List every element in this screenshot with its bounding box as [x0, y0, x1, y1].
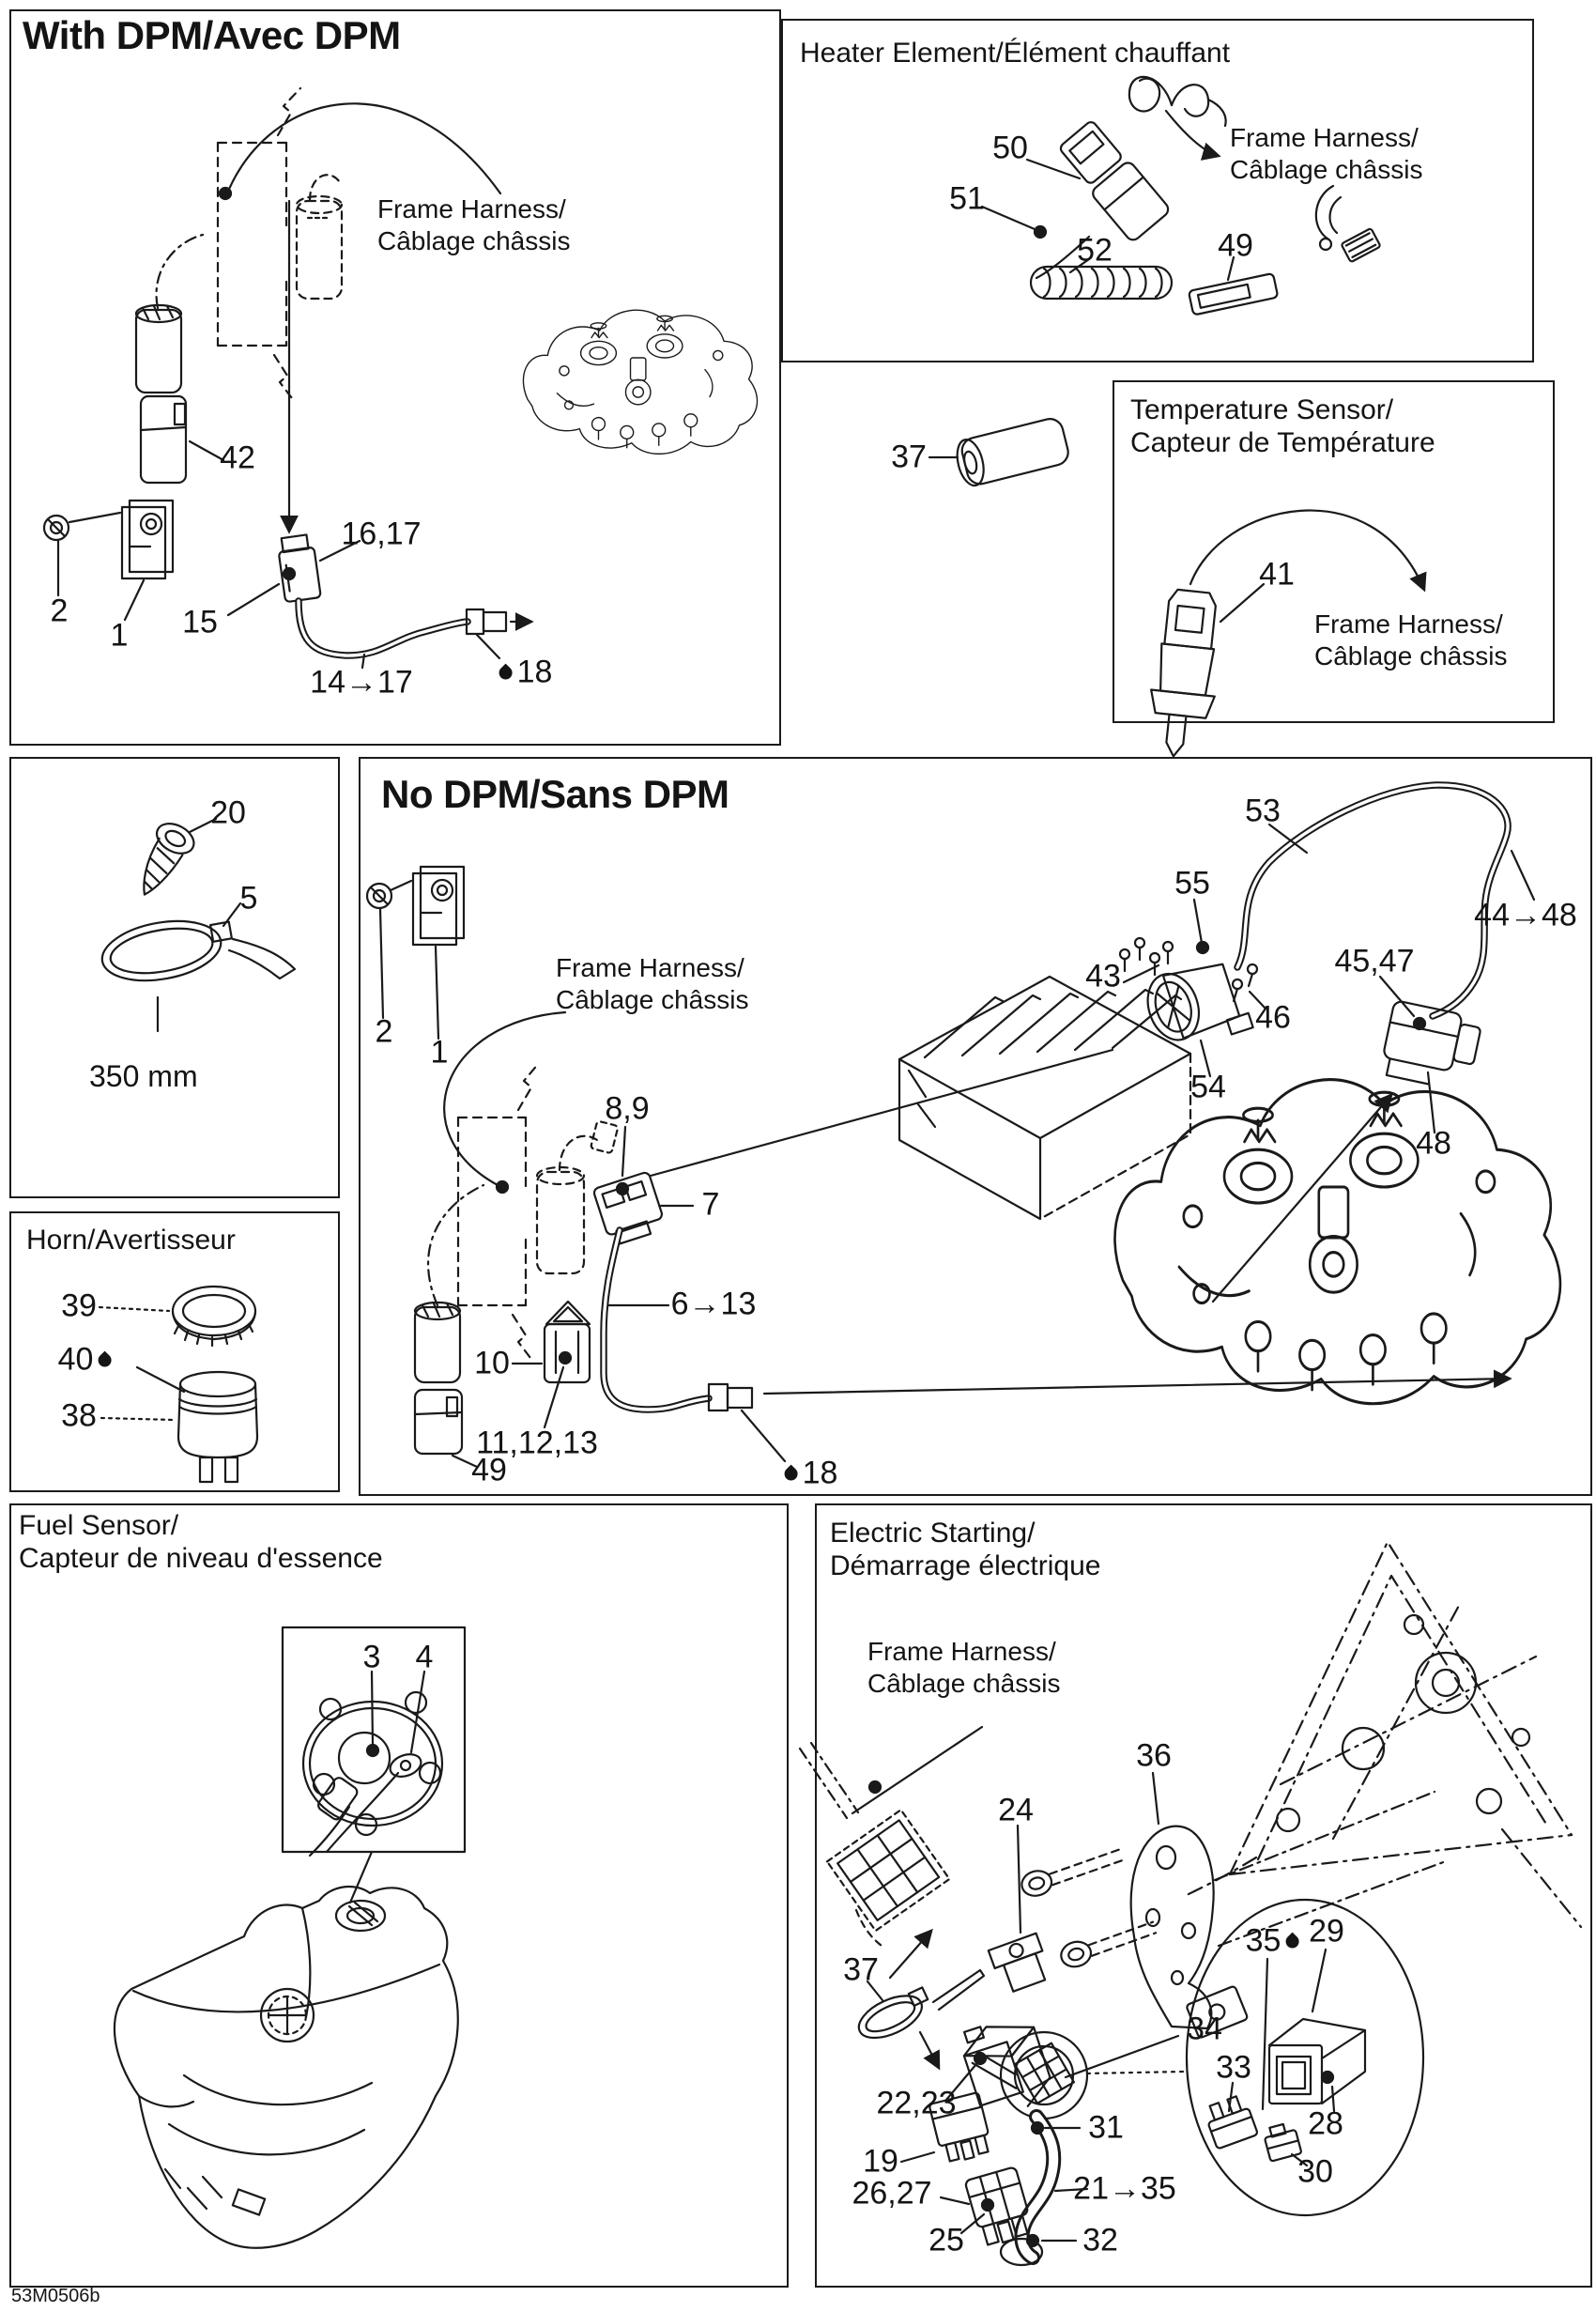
part-number-text: 37: [843, 1951, 879, 1988]
oil-droplet-icon: [96, 1350, 115, 1369]
part-number-text: 25: [928, 2222, 964, 2258]
part-label-e-40: [58, 1342, 112, 1379]
part-number-text: 39: [61, 1287, 97, 1324]
part-label-f-54: [1190, 1070, 1226, 1106]
part-number-text: 53: [1245, 793, 1281, 829]
part-number-text: 1: [430, 1034, 449, 1071]
heater-title: Heater Element/Élément chauffant: [800, 38, 1231, 69]
part-number-text: 43: [1085, 958, 1121, 994]
part-number-text: 35: [1245, 1922, 1281, 1959]
no-dpm-title: No DPM/Sans DPM: [381, 772, 729, 816]
frame-harness-note-with-dpm: [377, 193, 570, 256]
part-label-b-49: [1218, 228, 1253, 265]
frame-harness-note-no-dpm: [556, 952, 748, 1015]
part-label-d-5: [240, 881, 258, 917]
temperature-title: [1130, 394, 1435, 460]
part-label-h-24: [998, 1793, 1034, 1829]
part-number-text: 10: [474, 1345, 510, 1381]
part-label-f-18: [785, 1456, 838, 1492]
part-number-text: 30: [1297, 2153, 1333, 2190]
part-label-b-50: [992, 131, 1028, 167]
part-number-text: 49: [1218, 227, 1253, 264]
part-label-f-49: [471, 1453, 507, 1489]
part-label-b-51: [949, 181, 985, 218]
part-number-text: 14→17: [310, 664, 413, 701]
part-label-h-33: [1216, 2050, 1251, 2087]
frame-harness-fr: Câblage châssis: [867, 1668, 1061, 1698]
part-number-text: 5: [239, 880, 258, 917]
part-number-text: 2: [375, 1013, 393, 1050]
part-number-text: 28: [1308, 2105, 1343, 2142]
part-label-h-28: [1308, 2106, 1343, 2143]
part-number-text: 55: [1174, 865, 1210, 902]
part-label-f-6-13: [671, 1287, 757, 1323]
electric-title-en: Electric Starting/: [830, 1518, 1036, 1549]
part-number-text: 24: [998, 1792, 1034, 1828]
part-number-text: 37: [891, 439, 927, 475]
horn-title: Horn/Avertisseur: [26, 1225, 236, 1256]
frame-harness-fr: Câblage châssis: [1314, 640, 1508, 670]
part-label-c-41: [1259, 557, 1295, 593]
frame-harness-fr: Câblage châssis: [556, 984, 749, 1014]
part-number-text: 2: [50, 593, 69, 629]
part-number-text: 15: [182, 604, 218, 640]
part-number-text: 50: [992, 130, 1028, 166]
part-label-e-38: [61, 1398, 97, 1435]
fuel-title-fr: Capteur de niveau d'essence: [19, 1542, 383, 1574]
part-label-h-36: [1136, 1738, 1172, 1775]
part-number-text: 52: [1077, 232, 1113, 269]
oil-droplet-icon: [497, 663, 515, 682]
part-label-g-3: [363, 1640, 381, 1676]
part-label-a-15: [182, 605, 218, 641]
part-number-text: 19: [863, 2143, 898, 2180]
fuel-title: [19, 1510, 383, 1576]
part-label-h-34: [1187, 2011, 1222, 2048]
frame-harness-en: Frame Harness/: [867, 1637, 1056, 1666]
part-number-text: 49: [471, 1452, 507, 1488]
part-label-g-4: [416, 1640, 434, 1676]
part-number-text: 7: [701, 1186, 720, 1223]
part-label-f-1: [431, 1035, 449, 1071]
part-label-h-25: [928, 2223, 964, 2259]
part-label-a-1: [111, 618, 129, 655]
part-number-text: 45,47: [1334, 943, 1415, 979]
part-label-a-18: [499, 655, 553, 691]
part-label-f-10: [474, 1346, 510, 1382]
fasteners-section-frame: [9, 757, 340, 1198]
part-number-text: 26,27: [852, 2175, 932, 2212]
part-label-f-8-9: [605, 1091, 649, 1128]
part-number-text: 34: [1187, 2011, 1222, 2047]
part-number-text: 54: [1190, 1069, 1226, 1105]
frame-harness-en: Frame Harness/: [377, 194, 566, 223]
part-number-text: 48: [1416, 1125, 1451, 1162]
frame-harness-note-electric: [867, 1636, 1060, 1699]
part-number-text: 51: [949, 180, 985, 217]
part-number-text: 38: [61, 1397, 97, 1434]
electric-title: [830, 1518, 1100, 1583]
frame-harness-en: Frame Harness/: [1314, 609, 1503, 639]
part-label-f-2: [376, 1014, 393, 1051]
part-label-f-48: [1416, 1126, 1451, 1163]
with-dpm-title: With DPM/Avec DPM: [23, 13, 401, 57]
part-label-f-53: [1245, 794, 1281, 830]
part-label-h-22-23: [876, 2086, 956, 2122]
frame-harness-fr: Câblage châssis: [377, 225, 571, 255]
oil-droplet-icon: [782, 1464, 801, 1483]
part-number-text: 29: [1309, 1913, 1344, 1950]
part-label-h-29: [1309, 1914, 1344, 1950]
part-number-text: 32: [1082, 2222, 1118, 2258]
part-number-text: 22,23: [876, 2085, 957, 2121]
part-label-a-42: [220, 440, 255, 477]
part-label-f-43: [1085, 959, 1121, 995]
part-label-f-45-47: [1334, 944, 1414, 980]
part-label-h-35: [1246, 1923, 1299, 1960]
part-label-m-37: [891, 439, 927, 476]
sensor-37-drawing: [929, 416, 1071, 488]
tie-length-label: 350 mm: [89, 1059, 198, 1093]
part-number-text: 21→35: [1073, 2170, 1176, 2207]
part-number-text: 8,9: [605, 1090, 650, 1127]
temperature-title-en: Temperature Sensor/: [1130, 394, 1394, 425]
part-number-text: 20: [210, 794, 246, 831]
part-label-h-37: [843, 1952, 879, 1989]
part-number-text: 16,17: [341, 516, 422, 552]
part-label-a-2: [51, 593, 69, 630]
part-number-text: 40: [57, 1341, 94, 1378]
part-number-text: 42: [220, 439, 255, 476]
oil-droplet-icon: [1283, 1932, 1302, 1950]
document-code: 53M0506b: [11, 2286, 100, 2306]
part-number-text: 6→13: [670, 1286, 757, 1322]
electric-section-frame: [815, 1503, 1592, 2288]
part-label-a-16-17: [341, 516, 421, 553]
part-label-b-52: [1077, 233, 1113, 270]
part-label-f-44-48: [1474, 898, 1577, 934]
part-label-f-55: [1174, 866, 1210, 902]
part-label-e-39: [61, 1288, 97, 1325]
part-label-h-21-35: [1073, 2171, 1176, 2208]
fuel-section-frame: [9, 1503, 789, 2288]
part-number-text: 1: [110, 617, 129, 654]
part-label-h-26-27: [852, 2176, 931, 2212]
part-number-text: 18: [516, 654, 553, 690]
part-number-text: 18: [802, 1455, 838, 1491]
part-number-text: 3: [362, 1639, 381, 1675]
fuel-title-en: Fuel Sensor/: [19, 1510, 179, 1541]
part-number-text: 31: [1088, 2109, 1124, 2146]
part-number-text: 36: [1136, 1737, 1172, 1774]
part-number-text: 44→48: [1474, 897, 1577, 933]
part-label-h-30: [1297, 2154, 1333, 2191]
electric-title-fr: Démarrage électrique: [830, 1549, 1101, 1581]
part-label-h-32: [1082, 2223, 1118, 2259]
frame-harness-note-heater: [1230, 122, 1422, 185]
part-number-text: 46: [1255, 999, 1291, 1036]
frame-harness-en: Frame Harness/: [1230, 123, 1419, 152]
part-label-f-46: [1255, 1000, 1291, 1037]
temperature-title-fr: Capteur de Température: [1130, 426, 1435, 458]
part-label-f-7: [702, 1187, 720, 1224]
frame-harness-en: Frame Harness/: [556, 953, 744, 982]
part-number-text: 41: [1259, 556, 1295, 593]
part-number-text: 11,12,13: [476, 1425, 598, 1461]
no-dpm-section-frame: [359, 757, 1592, 1496]
frame-harness-fr: Câblage châssis: [1230, 154, 1423, 184]
part-number-text: 4: [415, 1639, 434, 1675]
part-label-d-20: [210, 795, 246, 832]
frame-harness-note-temperature: [1314, 609, 1507, 671]
heater-section-frame: [781, 19, 1534, 362]
part-label-a-14-17: [310, 665, 413, 701]
part-number-text: 33: [1216, 2049, 1251, 2086]
part-label-h-31: [1088, 2110, 1124, 2147]
